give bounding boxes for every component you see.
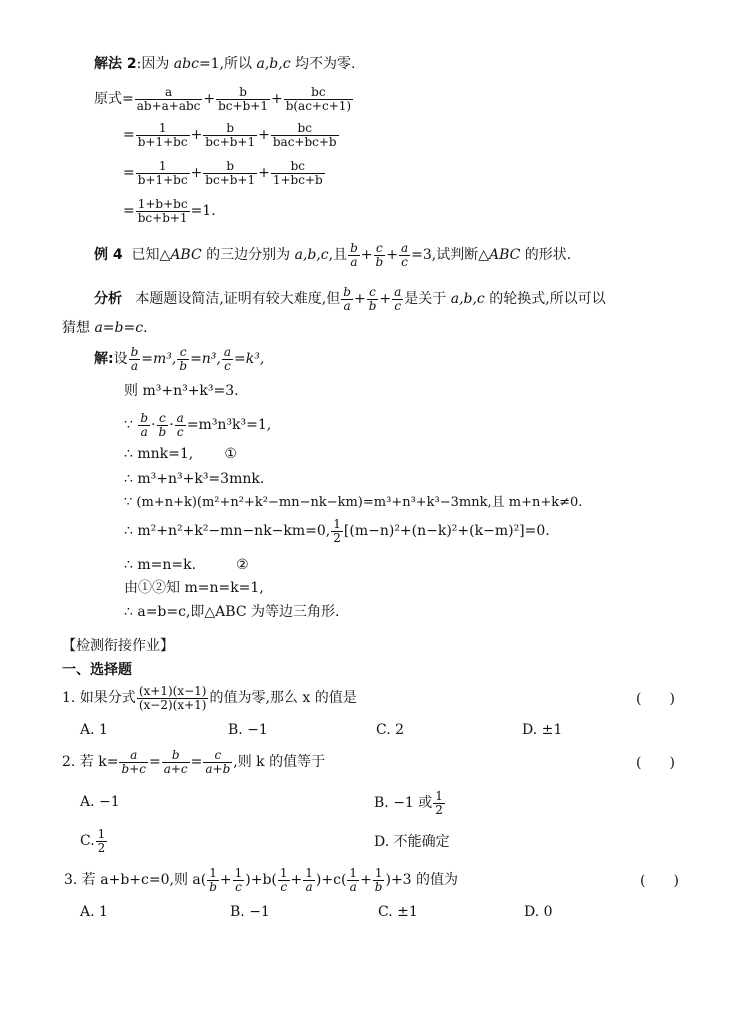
answer-paren-3: ( ) [640,873,679,889]
example4-label: 例 4 [94,247,123,263]
fraction: $\frac{a}{c}$ [223,344,232,373]
analysis-label: 分析 [94,291,122,307]
solution2-line1: 原式= $\frac{a}{\text{ab+a+abc}}$ + $\frac{b}{bc+b+1}$ + $\frac{bc}{b(ac+c+1)}$ [94,84,352,113]
fraction: $\frac{1}{a}$ [305,865,313,894]
fraction: $\frac{b}{a}$ [130,344,139,373]
fraction: $\frac{b}{bc+b+1}$ [218,84,268,113]
fraction: $\frac{bc}{1+bc+b}$ [272,158,323,187]
fraction: $\frac{1}{2}$ [435,788,443,817]
fraction: $\frac{c}{b}$ [368,284,377,313]
solution-line-7: ∴ m=n=k. ② [124,557,249,573]
solution-line-9: ∴ a=b=c,即△ABC 为等边三角形. [124,604,340,620]
circled-one: ① [224,446,237,462]
fraction: $\frac{c}{b}$ [179,344,188,373]
analysis-line2: 猜想 a=b=c. [62,320,148,336]
fraction: $\frac{1}{c}$ [234,865,243,894]
q2-option-d: D. 不能确定 [374,834,450,850]
q2-option-a: A. −1 [80,794,120,810]
fraction: $\frac{c}{b}$ [158,410,167,439]
q1-option-c: C. 2 [376,722,405,738]
fraction: $\frac{b}{a}$ [343,284,351,313]
fraction: $\frac{1}{2}$ [97,826,106,855]
fraction: $\frac{1}{b+1+bc}$ [137,120,188,149]
fraction: $\frac{1}{b}$ [374,865,383,894]
q2-option-b: B. −1 或 $\frac{1}{2}$ [374,788,443,817]
solution2-line3: = $\frac{1}{b+1+bc}$ + $\frac{b}{bc+b+1}$ + $\frac{bc}{1+bc+b}$ [123,158,323,187]
fraction: $\frac{c}{b}$ [375,240,384,269]
q1-option-d: D. ±1 [522,722,563,738]
fraction: $\frac{a}{c}$ [176,410,184,439]
section-heading: 一、选择题 [62,662,132,678]
q3-option-c: C. ±1 [378,904,418,920]
fraction: $\frac{(x+1)(x-1)}{(x-2)(x+1)}$ [138,683,207,712]
fraction: $\frac{a}{\text{ab+a+abc}}$ [136,84,201,113]
fraction: $\frac{bc}{b(ac+c+1)}$ [285,84,352,113]
solution-line-3: ∴ mnk=1, ① [124,446,237,462]
fraction: $\frac{c}{a+b}$ [205,747,231,776]
fraction: $\frac{b}{bc+b+1}$ [205,120,256,149]
question-3: 3. 若 a+b+c=0,则 a( $\frac{1}{b}$ + $\frac{1}{c}$ )+b( $\frac{1}{c}$ + $\frac{1}{a}$ )+c( $\frac{1}{a}$ + $\frac{1}{b}$ )+3 的值为 [64,865,459,894]
solution2-line2: = $\frac{1}{b+1+bc}$ + $\frac{b}{bc+b+1}$ + $\frac{bc}{\text{bac+bc+b}}$ [123,120,337,149]
question-1: 1. 如果分式 $\frac{(x+1)(x-1)}{(x-2)(x+1)}$ 的值为零,那么 x 的值是 [62,683,357,712]
fraction: $\frac{1}{b}$ [209,865,217,894]
q1-option-b: B. −1 [228,722,268,738]
example4-statement: 例 4 已知△ABC 的三边分别为 a,b,c,且 $\frac{b}{a}$ + $\frac{c}{b}$ + $\frac{a}{c}$ =3,试判断△ABC 的形状. [94,240,572,269]
fraction: $\frac{b}{a}$ [140,410,149,439]
question-2: 2. 若 k= $\frac{a}{b+c}$ = $\frac{b}{a+c}$ = $\frac{c}{a+b}$ ,则 k 的值等于 [62,747,326,776]
fraction: $\frac{b}{bc+b+1}$ [205,158,256,187]
q3-option-a: A. 1 [80,904,108,920]
solution-line-2: ∵ $\frac{b}{a}$ · $\frac{c}{b}$ · $\frac{a}{c}$ =m³n³k³=1, [124,410,272,439]
fraction: $\frac{1}{c}$ [279,865,288,894]
q3-option-b: B. −1 [230,904,270,920]
answer-paren-2: ( ) [636,755,675,771]
q2-option-c: C. $\frac{1}{2}$ [80,826,106,855]
fraction: $\frac{1+b+bc}{bc+b+1}$ [137,196,188,225]
solution2-intro: 解法 2:因为 abc=1,所以 a,b,c 均不为零. [94,56,356,72]
homework-title: 【检测衔接作业】 [62,638,174,654]
fraction: $\frac{bc}{\text{bac+bc+b}}$ [272,120,337,149]
fraction: $\frac{b}{a+c}$ [163,747,188,776]
solution-line-1: 则 m³+n³+k³=3. [124,383,239,399]
fraction: $\frac{a}{c}$ [394,284,402,313]
analysis-line1: 分析 本题题设简洁,证明有较大难度,但 $\frac{b}{a}$ + $\frac{c}{b}$ + $\frac{a}{c}$ 是关于 a,b,c 的轮换式,所以可以 [94,284,606,313]
fraction: $\frac{a}{b+c}$ [121,747,146,776]
solution-line-6: ∴ m²+n²+k²−mn−nk−km=0, $\frac{1}{2}$ [(m−n)²+(n−k)²+(k−m)²]=0. [124,516,550,545]
q3-option-d: D. 0 [524,904,553,920]
fraction: $\frac{b}{a}$ [350,240,358,269]
fraction: $\frac{1}{a}$ [349,865,358,894]
q1-option-a: A. 1 [80,722,108,738]
fraction: $\frac{1}{b+1+bc}$ [137,158,188,187]
solution2-line4: = $\frac{1+b+bc}{bc+b+1}$ =1. [123,196,216,225]
solution-line-set: 解:设 $\frac{b}{a}$ =m³, $\frac{c}{b}$ =n³, $\frac{a}{c}$ =k³, [94,344,265,373]
solution2-heading: 解法 2 [94,56,137,72]
solution-label: 解: [94,351,114,367]
solution-line-4: ∴ m³+n³+k³=3mnk. [124,471,265,487]
fraction: $\frac{1}{2}$ [333,516,341,545]
circled-two: ② [236,557,249,573]
fraction: $\frac{a}{c}$ [400,240,409,269]
solution-line-5: ∵ (m+n+k)(m²+n²+k²−mn−nk−km)=m³+n³+k³−3mnk,且 m+n+k≠0. [124,495,583,510]
solution-line-8: 由①②知 m=n=k=1, [124,580,264,596]
answer-paren-1: ( ) [636,691,675,707]
